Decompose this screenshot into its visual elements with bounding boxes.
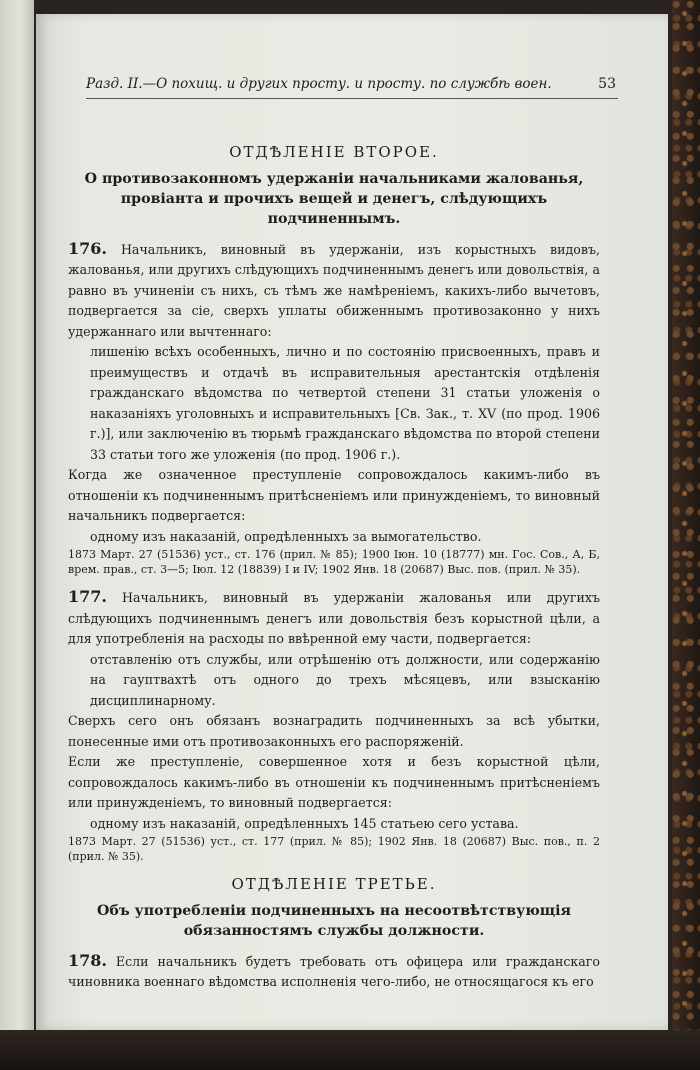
- article-text: Сверхъ сего онъ обязанъ вознаградить подчиненныхъ за всѣ убытки, понесенные ими отъ противозаконныхъ его распоряженій.: [68, 713, 600, 749]
- section-subtitle: О противозаконномъ удержаніи начальниками жалованья, провіанта и прочихъ вещей и денегъ, слѣдующихъ подчиненнымъ.: [84, 170, 584, 227]
- article-penalty: лишенію всѣхъ особенныхъ, лично и по состоянію присвоенныхъ, правъ и преимуществъ и отдачѣ въ исправительныя арестантскія отдѣленія гражданскаго вѣдомства по четвертой степени 31 статьи уложенія о наказаніяхъ уголовныхъ и исправительныхъ [Св. Зак., т. XV (по прод. 1906 г.)], или заключенію въ тюрьмѣ гражданскаго вѣдомства по второй степени 33 статьи того же уложенія (по прод. 1906 г.).: [90, 344, 600, 462]
- book-page: [36, 14, 668, 1030]
- section-title: ОТДѢЛЕНІЕ ТРЕТЬЕ.: [231, 875, 437, 893]
- section-title: ОТДѢЛЕНІЕ ВТОРОЕ.: [229, 143, 439, 161]
- article-penalty: одному изъ наказаній, опредѣленныхъ 145 статьею сего устава.: [90, 815, 519, 831]
- article-number: 176.: [68, 238, 107, 258]
- article-penalty: отставленію отъ службы, или отрѣшенію отъ должности, или содержанію на гауптвахтѣ отъ одного до трехъ мѣсяцевъ, или взысканію дисциплинарному.: [90, 651, 600, 708]
- article-number: 177.: [68, 587, 107, 606]
- book-edge: [672, 0, 700, 1070]
- book-cover-bottom: [0, 1030, 700, 1070]
- page-number: 53: [598, 76, 616, 92]
- article-178: [68, 951, 600, 993]
- article-text: Начальникъ, виновный въ удержаніи жалованья или другихъ слѣдующихъ подчиненнымъ денегъ или довольствія безъ корыстной цѣли, а для употребленія на расходы по ввѣренной ему части, подвергается:: [68, 590, 600, 646]
- article-text: Начальникъ, виновный въ удержаніи, изъ корыстныхъ видовъ, жалованья, или другихъ слѣдующихъ подчиненнымъ денегъ или довольствія, а равно въ учиненіи съ нихъ, съ тѣмъ же намѣреніемъ, какихъ-либо вычетовъ, подвергается за сіе, сверхъ уплаты обиженнымъ противозаконно у нихъ удержаннаго или вычтеннаго:: [68, 241, 600, 339]
- page-body: [68, 142, 600, 993]
- article-source: 1873 Март. 27 (51536) уст., ст. 177 (прил. № 85); 1902 Янв. 18 (20687) Выс. пов., п. 2 (прил. № 35).: [68, 835, 600, 863]
- article-penalty: одному изъ наказаній, опредѣленныхъ за вымогательство.: [90, 528, 482, 544]
- article-text: Если же преступленіе, совершенное хотя и безъ корыстной цѣли, сопровождалось какимъ-либо въ отношеніи къ подчиненнымъ притѣсненіемъ или принужденіемъ, то виновный подвергается:: [68, 754, 600, 810]
- previous-page-edge: [0, 0, 34, 1030]
- header-rule: [86, 98, 618, 99]
- article-number: 178.: [68, 950, 107, 970]
- page-header: [86, 76, 616, 92]
- section-subtitle: Объ употребленіи подчиненныхъ на несоотвѣтствующія обязанностямъ службы должности.: [97, 902, 571, 939]
- article-text: Когда же означенное преступленіе сопровождалось какимъ-либо въ отношеніи къ подчиненнымъ притѣсненіемъ или принужденіемъ, то виновный начальникъ подвергается:: [68, 467, 600, 523]
- article-176: [68, 239, 600, 343]
- article-source: 1873 Март. 27 (51536) уст., ст. 176 (прил. № 85); 1900 Іюн. 10 (18777) мн. Гос. Сов., А, Б, врем. прав., ст. 3—5; Іюл. 12 (18839) I и IV; 1902 Янв. 18 (20687) Выс. пов. (прил. № 35).: [68, 548, 600, 576]
- article-177: [68, 587, 600, 650]
- running-title: Разд. II.—О похищ. и других просту. и просту. по службѣ воен.: [86, 76, 552, 92]
- article-text: Если начальникъ будетъ требовать отъ офицера или гражданскаго чиновника военнаго вѣдомства исполненія чего-либо, не относящагося къ его: [68, 953, 600, 989]
